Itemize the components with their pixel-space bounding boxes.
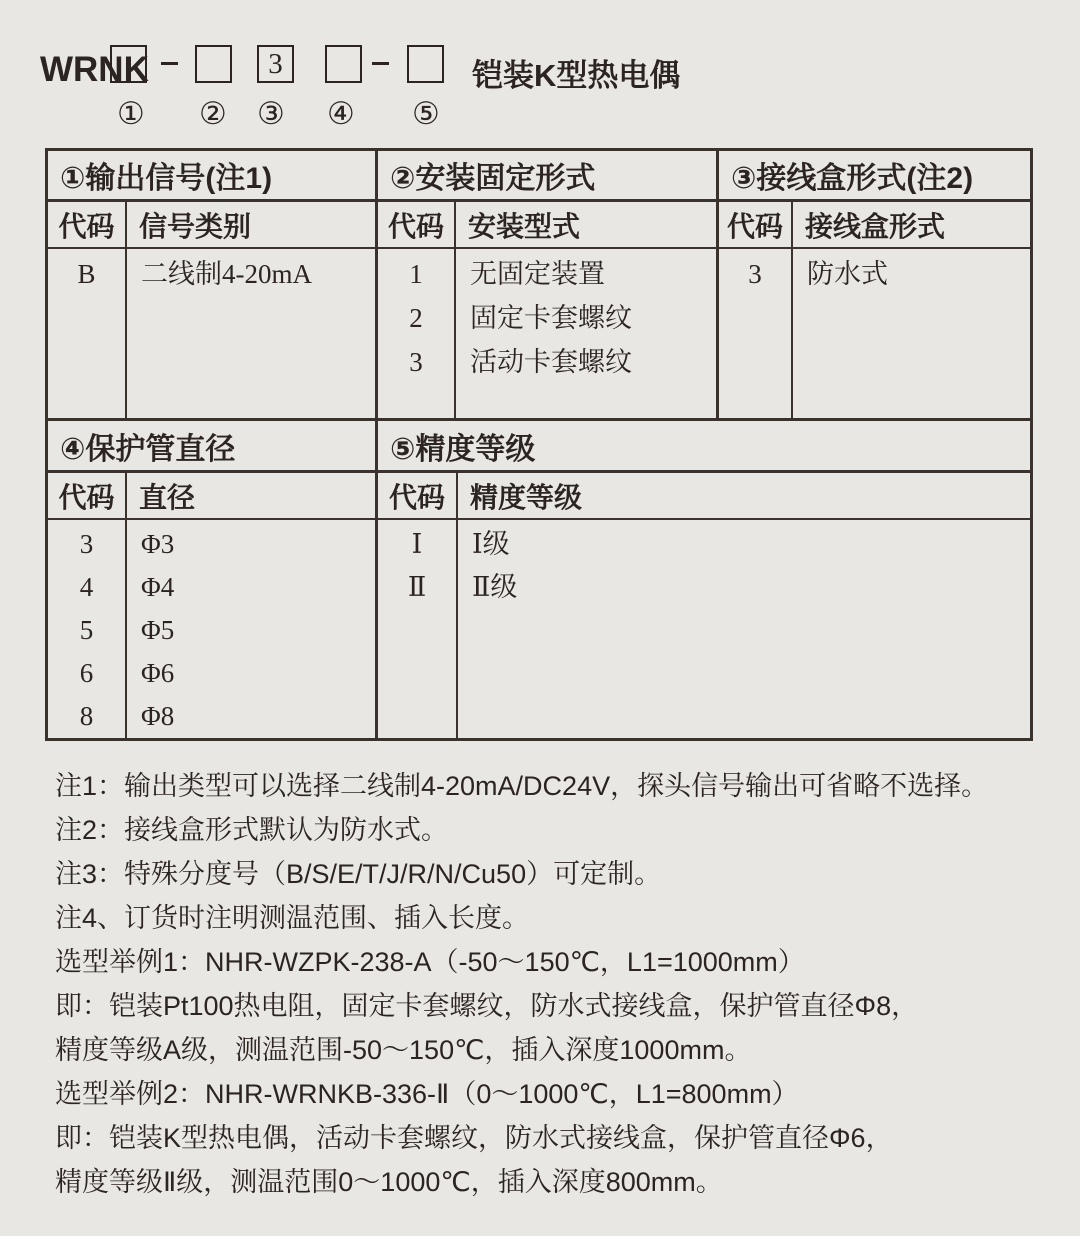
code-cell: 4 [79,572,94,602]
column-header-mounting-type: 安装型式 [456,202,719,249]
code-cell: 1 [409,259,423,289]
section-title-output-signal: ①输出信号(注1) [48,151,378,202]
column-header-code: 代码 [48,202,127,249]
label-cell: Φ5 [141,615,175,645]
label-cell: 二线制4-20mA [141,259,312,289]
code-box-5 [407,45,444,83]
example-1-desc-line-2: 精度等级A级，测温范围-50～150℃，插入深度1000mm。 [55,1035,752,1065]
diameter-codes [48,520,127,738]
label-cell: 无固定装置 [470,259,605,289]
code-box-4 [325,45,362,83]
column-header-code: 代码 [719,202,793,249]
accuracy-codes [378,520,458,738]
column-header-signal-type: 信号类别 [127,202,378,249]
output-signal-labels [127,249,378,418]
example-1-desc-line-1: 即：铠装Pt100热电阻，固定卡套螺纹，防水式接线盒，保护管直径Φ8， [55,991,919,1021]
section-title-mounting: ②安装固定形式 [378,151,719,202]
code-cell: 3 [409,347,423,377]
junction-box-codes [719,249,793,418]
code-cell: Ⅱ [407,572,427,602]
section-title-accuracy: ⑤精度等级 [378,421,1030,473]
product-name: 铠装K型热电偶 [472,58,681,93]
label-cell: Φ6 [141,658,175,688]
dash-separator-2 [372,62,389,65]
column-header-code: 代码 [378,202,456,249]
note-2: 注2：接线盒形式默认为防水式。 [55,815,449,845]
column-header-accuracy: 精度等级 [458,473,1030,520]
label-cell: 防水式 [807,259,888,289]
position-marker-4: ④ [327,96,355,132]
section-title-tube-diameter: ④保护管直径 [48,421,378,473]
dash-separator-1 [161,62,178,65]
model-code-header [0,0,1080,148]
example-2-title: 选型举例2：NHR-WRNKB-336-Ⅱ（0～1000℃，L1=800mm） [55,1079,799,1109]
label-cell: Φ3 [141,529,175,559]
example-2-desc-line-2: 精度等级Ⅱ级，测温范围0～1000℃，插入深度800mm。 [55,1167,723,1197]
selection-table-lower [45,421,1033,741]
model-prefix: WRNK [40,50,149,89]
note-3: 注3：特殊分度号（B/S/E/T/J/R/N/Cu50）可定制。 [55,859,662,889]
code-cell: B [77,259,96,289]
label-cell: Φ4 [141,572,175,602]
code-box-3: 3 [257,45,294,83]
mounting-codes [378,249,456,418]
code-cell: 3 [748,259,762,289]
code-cell: 3 [79,529,94,559]
note-4: 注4、订货时注明测温范围、插入长度。 [55,903,530,933]
code-cell: 8 [79,701,94,731]
label-cell: 固定卡套螺纹 [470,303,632,333]
diameter-labels [127,520,378,738]
code-box-1 [110,45,147,83]
column-header-junction-box-type: 接线盒形式 [793,202,1030,249]
code-cell: 5 [79,615,94,645]
column-header-code: 代码 [378,473,458,520]
example-2-desc-line-1: 即：铠装K型热电偶，活动卡套螺纹，防水式接线盒，保护管直径Φ6， [55,1123,893,1153]
code-box-2 [195,45,232,83]
accuracy-labels [458,520,1030,738]
example-1-title: 选型举例1：NHR-WZPK-238-A（-50～150℃，L1=1000mm） [55,947,805,977]
code-cell: 2 [409,303,423,333]
output-signal-codes [48,249,127,418]
position-marker-5: ⑤ [412,96,440,132]
notes-section [55,764,1055,1204]
mounting-labels [456,249,719,418]
position-marker-3: ③ [257,96,285,132]
label-cell: Ⅰ级 [472,529,510,559]
label-cell: Ⅱ级 [472,572,518,602]
position-marker-1: ① [117,96,145,132]
position-marker-2: ② [199,96,227,132]
code-cell: Ⅰ [411,529,423,559]
column-header-code: 代码 [48,473,127,520]
label-cell: Φ8 [141,701,175,731]
column-header-diameter: 直径 [127,473,378,520]
note-1: 注1：输出类型可以选择二线制4-20mA/DC24V，探头信号输出可省略不选择。 [55,771,989,801]
selection-table-upper [45,148,1033,421]
section-title-junction-box: ③接线盒形式(注2) [719,151,1030,202]
code-cell: 6 [79,658,94,688]
label-cell: 活动卡套螺纹 [470,347,632,377]
junction-box-labels [793,249,1030,418]
